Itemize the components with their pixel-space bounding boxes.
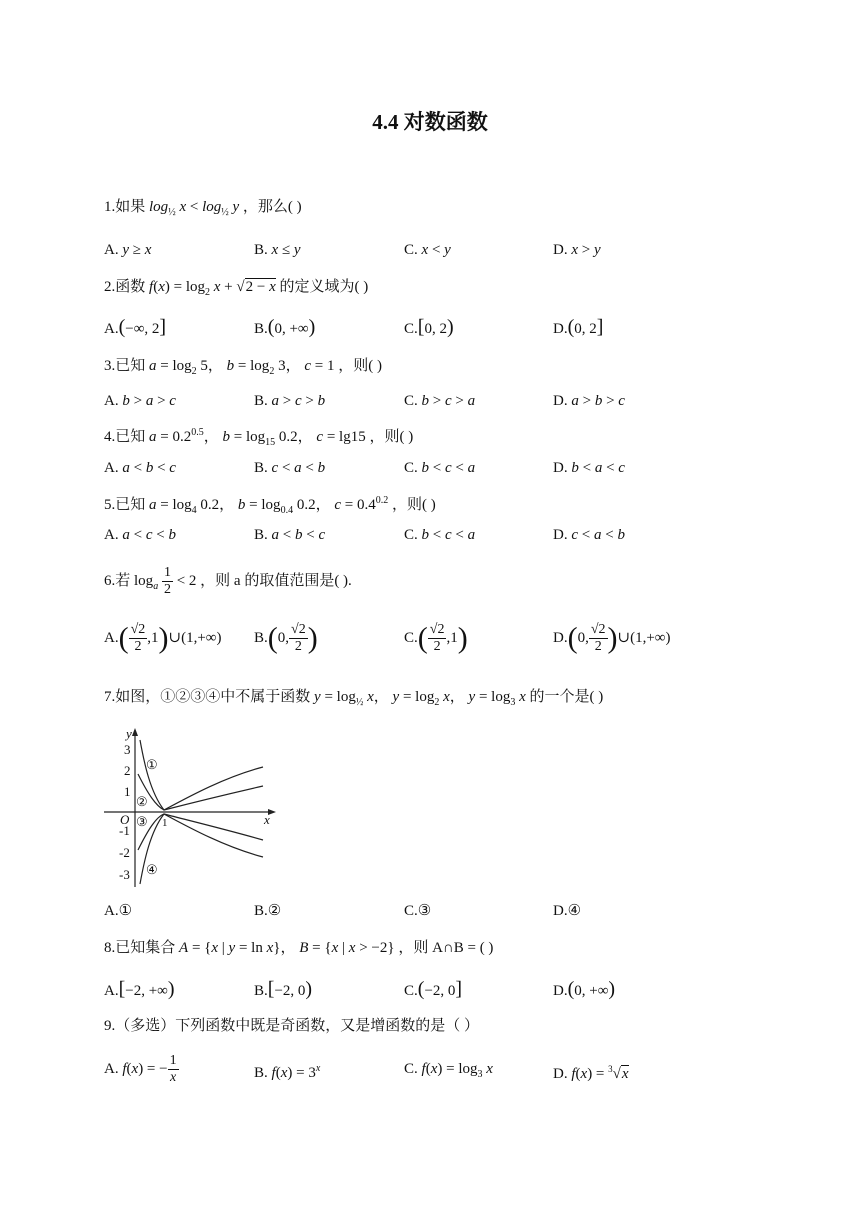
option-c[interactable]: C.[0, 2) xyxy=(404,316,454,338)
q9-options xyxy=(104,1052,744,1086)
option-c[interactable]: C.( $\frac{√2}{2}$ ,1) xyxy=(404,621,468,655)
q6-options xyxy=(104,618,744,658)
option-d[interactable]: D. x > y xyxy=(553,242,601,258)
question-9: 9.（多选）下列函数中既是奇函数，又是增函数的是（ ） xyxy=(104,1018,480,1034)
page-title: 4.4 对数函数 xyxy=(372,110,488,134)
option-c[interactable]: C. b < c < a xyxy=(404,460,476,476)
option-a[interactable]: A. a < c < b xyxy=(104,527,176,543)
curve-3 xyxy=(138,814,263,850)
option-c[interactable]: C.③ xyxy=(404,903,432,919)
y-tick-1: 1 xyxy=(124,784,131,799)
curve-label-3: ③ xyxy=(136,814,148,829)
curve-label-2: ② xyxy=(136,794,148,809)
tick-x-1: 1 xyxy=(162,817,168,829)
option-a[interactable]: A. f(x) = − $\frac{1}{x}$ xyxy=(104,1053,177,1086)
question-4: 4.已知 $a = 0.2^{0.5}$， $b = \log_{15} 0.2$， c = lg15 ，则( ) xyxy=(104,427,414,448)
option-b[interactable]: B.② xyxy=(254,903,282,919)
option-c[interactable]: C. $f(x) = \log_3 x$ xyxy=(404,1061,493,1080)
option-c[interactable]: C. x < y xyxy=(404,242,451,258)
option-c[interactable]: C. b < c < a xyxy=(404,527,476,543)
option-a[interactable]: A.( $\frac{√2}{2}$ ,1)∪(1,+∞) xyxy=(104,621,222,655)
y-axis-arrow xyxy=(132,728,138,736)
origin-label: O xyxy=(120,812,130,827)
q1-options xyxy=(104,237,744,263)
option-d[interactable]: D. a > b > c xyxy=(553,393,625,409)
curve-4 xyxy=(140,814,263,884)
log-graph xyxy=(100,722,280,892)
option-c[interactable]: C. b > c > a xyxy=(404,393,476,409)
y-tick-neg3: -3 xyxy=(119,867,130,882)
question-5: 5.已知 $a = \log_4 0.2$， $b = \log_{0.4} 0.2$， $c = 0.4^{0.2}$ ，则( ) xyxy=(104,495,436,516)
q5-options xyxy=(104,522,744,548)
y-tick-3: 3 xyxy=(124,742,131,757)
option-a[interactable]: A.[−2, +∞) xyxy=(104,978,175,1000)
x-label: x xyxy=(264,812,270,827)
question-2: 2.函数 $f(x) = \log_2 x + √2 - x$ 的定义域为( ) xyxy=(104,279,369,298)
option-d[interactable]: D. b < a < c xyxy=(553,460,625,476)
question-7: 7.如图，①②③④中不属于函数 $y = \log_{\frac{1}{2}} x$， $y = \log_2 x$， $y = \log_3 x$ 的一个是( ) xyxy=(104,689,604,708)
option-a[interactable]: A. a < b < c xyxy=(104,460,176,476)
curve-1 xyxy=(140,740,263,810)
question-8: 8.已知集合 A = {x | y = ln x}， B = {x | x > −2} ，则 A∩B = ( ) xyxy=(104,940,494,956)
option-d[interactable]: D. f(x) = $^3$√x xyxy=(553,1064,629,1082)
option-a[interactable]: A. y ≥ x xyxy=(104,242,152,258)
option-b[interactable]: B. x ≤ y xyxy=(254,242,301,258)
curve-label-1: ① xyxy=(146,757,158,772)
q8-options xyxy=(104,976,744,1002)
option-b[interactable]: B. $f(x) = 3^x$ xyxy=(254,1063,321,1081)
curve-label-4: ④ xyxy=(146,862,158,877)
question-3: 3.已知 $a = \log_2 5$， $b = \log_2 3$， c = 1 ，则( ) xyxy=(104,358,382,377)
option-c[interactable]: C.(−2, 0] xyxy=(404,978,463,1000)
question-1: 1.如果 $\log_{\frac{1}{2}} x < \log_{\frac{1}{2}} y$ ，那么( ) xyxy=(104,199,302,218)
option-b[interactable]: B.(0, $\frac{√2}{2}$ ) xyxy=(254,621,318,655)
y-tick-2: 2 xyxy=(124,763,131,778)
option-b[interactable]: B.(0, +∞) xyxy=(254,316,316,338)
curve-2 xyxy=(138,774,263,810)
option-a[interactable]: A.① xyxy=(104,903,133,919)
y-tick-neg2: -2 xyxy=(119,845,130,860)
option-a[interactable]: A.(−∞, 2] xyxy=(104,316,167,338)
option-d[interactable]: D.(0, 2] xyxy=(553,316,604,338)
question-6: 6.若 $\log_a$ $\frac{1}{2}$ < 2 ，则 a 的取值范围是( ). xyxy=(104,565,352,597)
option-b[interactable]: B. c < a < b xyxy=(254,460,326,476)
q4-options xyxy=(104,455,744,481)
option-d[interactable]: D. c < a < b xyxy=(553,527,625,543)
option-d[interactable]: D.(0, +∞) xyxy=(553,978,616,1000)
q3-options xyxy=(104,388,744,414)
option-b[interactable]: B. a < b < c xyxy=(254,527,326,543)
option-d[interactable]: D.④ xyxy=(553,903,582,919)
option-a[interactable]: A. b > a > c xyxy=(104,393,176,409)
option-b[interactable]: B.[−2, 0) xyxy=(254,978,313,1000)
y-label: y xyxy=(126,726,132,741)
q7-options xyxy=(104,898,744,924)
option-d[interactable]: D.(0, $\frac{√2}{2}$ )∪(1,+∞) xyxy=(553,621,671,655)
q2-options xyxy=(104,314,744,340)
y-tick-neg1: -1 xyxy=(119,823,130,838)
option-b[interactable]: B. a > c > b xyxy=(254,393,326,409)
